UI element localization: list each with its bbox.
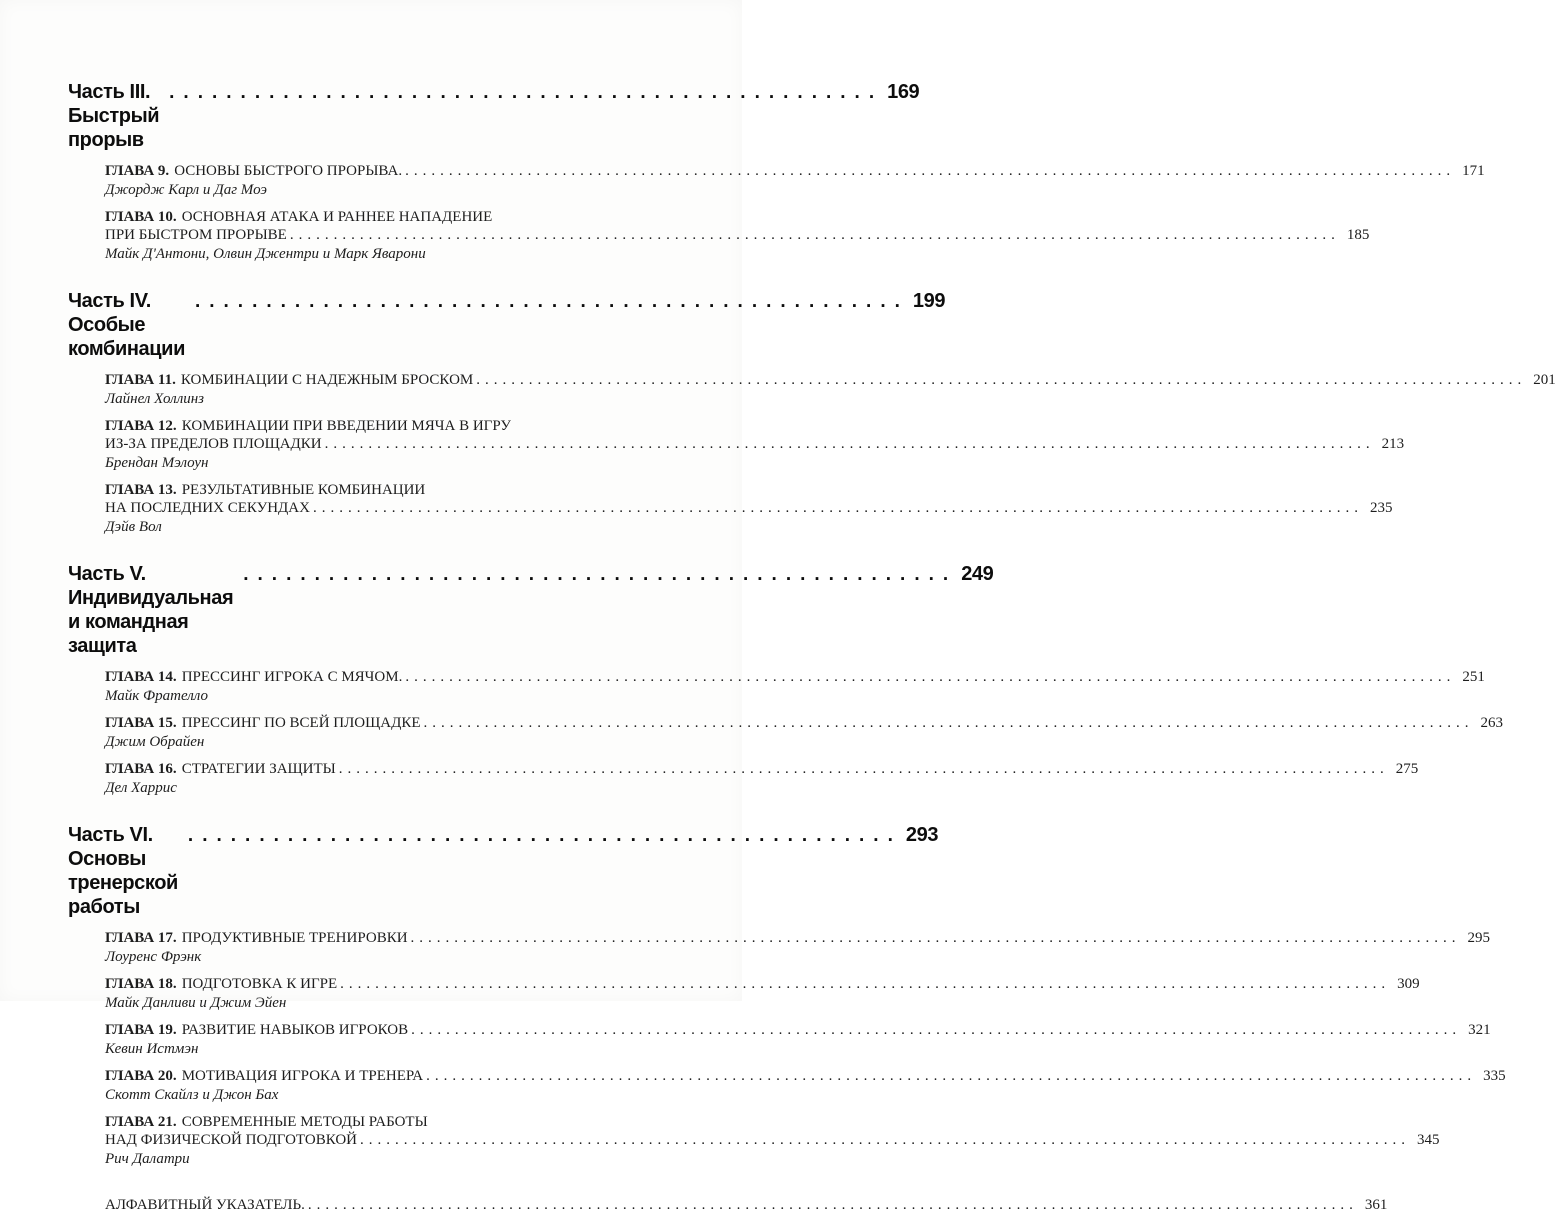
chapter-title: ОСНОВНАЯ АТАКА И РАННЕЕ НАПАДЕНИЕ xyxy=(181,209,493,225)
chapter-title: КОМБИНАЦИИ С НАДЕЖНЫМ БРОСКОМ xyxy=(180,372,474,388)
dot-leader xyxy=(476,371,1526,389)
chapter-page-number: 275 xyxy=(1395,761,1419,777)
part-page-number: 249 xyxy=(961,563,994,585)
chapter-label: ГЛАВА 10. xyxy=(105,209,177,225)
chapter-title-row xyxy=(105,208,642,226)
chapter-entry xyxy=(105,1021,1491,1058)
part-page-number: 169 xyxy=(887,81,920,103)
chapter-authors: Майк Д'Антони, Олвин Джентри и Марк Яварони xyxy=(105,246,426,262)
chapter-page-number: 251 xyxy=(1462,669,1485,685)
chapter-title: СТРАТЕГИИ ЗАЩИТЫ xyxy=(181,761,336,777)
chapter-page-number: 321 xyxy=(1468,1022,1491,1038)
chapter-authors: Брендан Мэлоун xyxy=(105,455,209,471)
chapter-title-row xyxy=(105,1021,1491,1039)
dot-leader xyxy=(424,714,1474,732)
part-title: Часть V. Индивидуальная и командная защита xyxy=(68,563,234,657)
chapter-entry xyxy=(105,371,1556,408)
chapter-authors: Майк Данливи и Джим Эйен xyxy=(105,995,287,1011)
chapter-page-number: 295 xyxy=(1467,930,1491,946)
dot-leader xyxy=(405,668,1455,686)
part-heading-row xyxy=(68,289,946,361)
dot-leader xyxy=(243,562,957,587)
chapter-entry xyxy=(105,417,1405,472)
chapter-label: ГЛАВА 14. xyxy=(105,669,177,685)
part-title: Часть III. Быстрый прорыв xyxy=(68,81,160,151)
dot-leader xyxy=(188,823,902,848)
chapter-title-row-2 xyxy=(105,499,1393,517)
chapter-title-row xyxy=(105,371,1556,389)
chapter-authors: Майк Фрателло xyxy=(105,688,208,704)
chapter-page-number: 235 xyxy=(1369,500,1393,516)
index-label: АЛФАВИТНЫЙ УКАЗАТЕЛЬ. xyxy=(105,1197,305,1213)
chapter-title: РЕЗУЛЬТАТИВНЫЕ КОМБИНАЦИИ xyxy=(181,482,426,498)
part-page-number: 293 xyxy=(905,824,939,846)
dot-leader xyxy=(325,435,1375,453)
chapter-title-row-2 xyxy=(105,226,1370,244)
part-section-5 xyxy=(68,562,1503,797)
chapter-label: ГЛАВА 11. xyxy=(105,372,176,388)
chapter-list xyxy=(105,929,1506,1168)
part-title: Часть VI. Основы тренерской работы xyxy=(68,824,178,918)
chapter-title-continued: ИЗ-ЗА ПРЕДЕЛОВ ПЛОЩАДКИ xyxy=(105,436,322,452)
chapter-page-number: 335 xyxy=(1483,1068,1506,1084)
chapter-label: ГЛАВА 13. xyxy=(105,482,177,498)
chapter-entry xyxy=(105,208,1370,263)
chapter-label: ГЛАВА 9. xyxy=(105,163,170,179)
part-section-3 xyxy=(68,80,1485,263)
chapter-entry xyxy=(105,1067,1506,1104)
chapter-title-row xyxy=(105,668,1485,686)
chapter-label: ГЛАВА 16. xyxy=(105,761,177,777)
chapter-title-row xyxy=(105,417,642,435)
chapter-page-number: 185 xyxy=(1346,227,1370,243)
chapter-title-row-2 xyxy=(105,435,1405,453)
part-page-number: 199 xyxy=(912,290,946,312)
chapter-title: ПРЕССИНГ ИГРОКА С МЯЧОМ. xyxy=(181,669,403,685)
part-section-4 xyxy=(68,289,1556,536)
part-heading-row xyxy=(68,823,939,919)
chapter-page-number: 263 xyxy=(1480,715,1503,731)
chapter-title-continued: ПРИ БЫСТРОМ ПРОРЫВЕ xyxy=(105,227,287,243)
chapter-title: ОСНОВЫ БЫСТРОГО ПРОРЫВА. xyxy=(174,163,403,179)
dot-leader xyxy=(411,1021,1461,1039)
chapter-list xyxy=(105,668,1503,797)
dot-leader xyxy=(411,929,1461,947)
chapter-entry xyxy=(105,1113,1440,1168)
chapter-title-row xyxy=(105,162,1485,180)
chapter-entry xyxy=(105,481,1393,536)
chapter-authors: Лайнел Холлинз xyxy=(105,391,205,407)
chapter-title-row xyxy=(105,760,1419,778)
chapter-title: СОВРЕМЕННЫЕ МЕТОДЫ РАБОТЫ xyxy=(181,1114,428,1130)
chapter-label: ГЛАВА 18. xyxy=(105,976,177,992)
part-heading-row xyxy=(68,80,920,152)
alphabetical-index-row xyxy=(105,1196,1388,1214)
chapter-title: ПРОДУКТИВНЫЕ ТРЕНИРОВКИ xyxy=(181,930,408,946)
chapter-authors: Джордж Карл и Даг Моэ xyxy=(105,182,267,198)
index-page-number: 361 xyxy=(1364,1197,1388,1213)
chapter-title-row xyxy=(105,481,642,499)
chapter-title: КОМБИНАЦИИ ПРИ ВВЕДЕНИИ МЯЧА В ИГРУ xyxy=(181,418,511,434)
part-section-6 xyxy=(68,823,1506,1168)
chapter-label: ГЛАВА 20. xyxy=(105,1068,177,1084)
chapter-title-row-2 xyxy=(105,1131,1440,1149)
part-heading-row xyxy=(68,562,994,658)
chapter-authors: Лоуренс Фрэнк xyxy=(105,949,202,965)
dot-leader xyxy=(313,499,1363,517)
chapter-page-number: 309 xyxy=(1397,976,1420,992)
dot-leader xyxy=(405,162,1455,180)
chapter-title: ПРЕССИНГ ПО ВСЕЙ ПЛОЩАДКЕ xyxy=(181,715,421,731)
chapter-label: ГЛАВА 19. xyxy=(105,1022,177,1038)
chapter-title-row xyxy=(105,929,1491,947)
dot-leader xyxy=(339,760,1389,778)
dot-leader xyxy=(290,226,1340,244)
chapter-page-number: 345 xyxy=(1417,1132,1440,1148)
chapter-title-row xyxy=(105,1113,642,1131)
chapter-entry xyxy=(105,668,1485,705)
dot-leader xyxy=(308,1196,1358,1214)
chapter-list xyxy=(105,162,1485,263)
chapter-authors: Дэйв Вол xyxy=(105,519,162,535)
chapter-title: ПОДГОТОВКА К ИГРЕ xyxy=(181,976,338,992)
dot-leader xyxy=(195,289,909,314)
chapter-label: ГЛАВА 21. xyxy=(105,1114,177,1130)
part-title: Часть IV. Особые комбинации xyxy=(68,290,185,360)
dot-leader xyxy=(426,1067,1476,1085)
chapter-page-number: 201 xyxy=(1533,372,1556,388)
chapter-label: ГЛАВА 15. xyxy=(105,715,177,731)
chapter-authors: Скотт Скайлз и Джон Бах xyxy=(105,1087,279,1103)
chapter-title-row xyxy=(105,714,1503,732)
chapter-page-number: 171 xyxy=(1462,163,1485,179)
chapter-page-number: 213 xyxy=(1381,436,1405,452)
chapter-entry xyxy=(105,760,1419,797)
dot-leader xyxy=(169,80,883,105)
chapter-entry xyxy=(105,975,1420,1012)
chapter-title-continued: НА ПОСЛЕДНИХ СЕКУНДАХ xyxy=(105,500,310,516)
chapter-list xyxy=(105,371,1556,536)
chapter-entry xyxy=(105,929,1491,966)
chapter-label: ГЛАВА 17. xyxy=(105,930,177,946)
chapter-entry xyxy=(105,714,1503,751)
chapter-title-continued: НАД ФИЗИЧЕСКОЙ ПОДГОТОВКОЙ xyxy=(105,1132,358,1148)
chapter-title: РАЗВИТИЕ НАВЫКОВ ИГРОКОВ xyxy=(181,1022,409,1038)
chapter-authors: Джим Обрайен xyxy=(105,734,205,750)
chapter-label: ГЛАВА 12. xyxy=(105,418,177,434)
chapter-title: МОТИВАЦИЯ ИГРОКА И ТРЕНЕРА xyxy=(181,1068,424,1084)
chapter-title-row xyxy=(105,975,1420,993)
chapter-title-row xyxy=(105,1067,1506,1085)
chapter-authors: Кевин Истмэн xyxy=(105,1041,199,1057)
chapter-authors: Дел Харрис xyxy=(105,780,177,796)
dot-leader xyxy=(340,975,1390,993)
dot-leader xyxy=(360,1131,1410,1149)
chapter-authors: Рич Далатри xyxy=(105,1151,190,1167)
chapter-entry xyxy=(105,162,1485,199)
